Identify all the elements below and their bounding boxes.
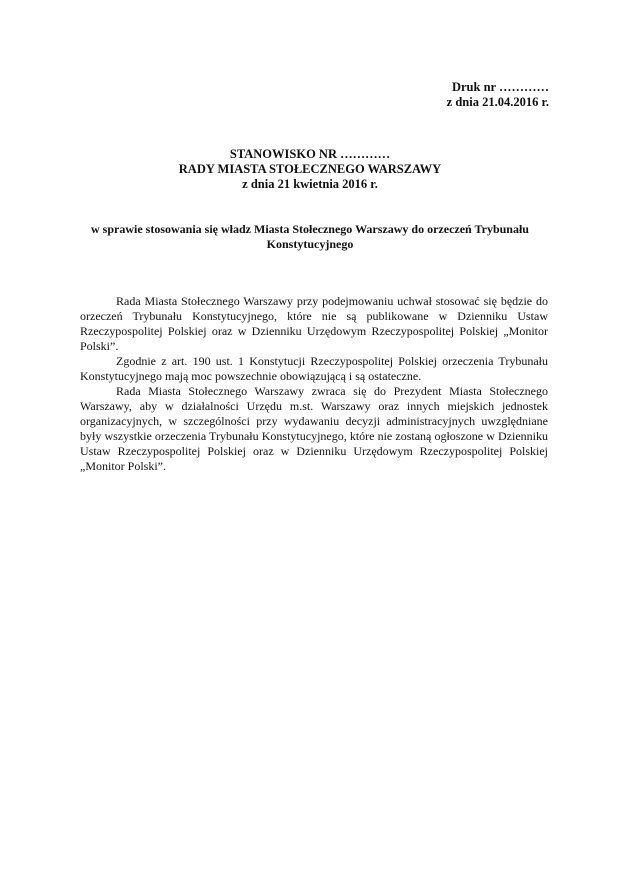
document-title (0, 147, 620, 192)
body-paragraph-1: Rada Miasta Stołecznego Warszawy przy podejmowaniu uchwał stosować się będzie do orzeczeń Trybunału Konstytucyjnego, które nie są publikowane w Dzienniku Ustaw Rzeczypospolitej Polskiej oraz w Dzienniku Urzędowym Rzeczypospolitej Polskiej „Monitor Polski”. (80, 294, 548, 353)
druk-number: Druk nr ………… (451, 80, 549, 94)
document-header (447, 80, 549, 110)
title-line-2: RADY MIASTA STOŁECZNEGO WARSZAWY (178, 162, 442, 176)
title-line-3: z dnia 21 kwietnia 2016 r. (242, 177, 378, 191)
document-subject: w sprawie stosowania się władz Miasta Stołecznego Warszawy do orzeczeń Trybunału Konstytucyjnego (91, 222, 529, 251)
document-body (80, 294, 548, 474)
druk-date: z dnia 21.04.2016 r. (446, 95, 549, 109)
body-paragraph-2: Zgodnie z art. 190 ust. 1 Konstytucji Rzeczypospolitej Polskiej orzeczenia Trybunału Konstytucyjnego mają moc powszechnie obowiązującą i są ostateczne. (80, 354, 548, 383)
body-paragraph-3: Rada Miasta Stołecznego Warszawy zwraca się do Prezydent Miasta Stołecznego Warszawy, aby w działalności Urzędu m.st. Warszawy oraz innych miejskich jednostek organizacyjnych, w szczególności przy wydawaniu decyzji administracyjnych uwzględniane były wszystkie orzeczenia Trybunału Konstytucyjnego, które nie zostaną ogłoszone w Dzienniku Ustaw Rzeczypospolitej Polskiej oraz w Dzienniku Urzędowym Rzeczypospolitej Polskiej „Monitor Polski”. (80, 384, 548, 473)
title-line-1: STANOWISKO NR ………… (229, 147, 391, 161)
